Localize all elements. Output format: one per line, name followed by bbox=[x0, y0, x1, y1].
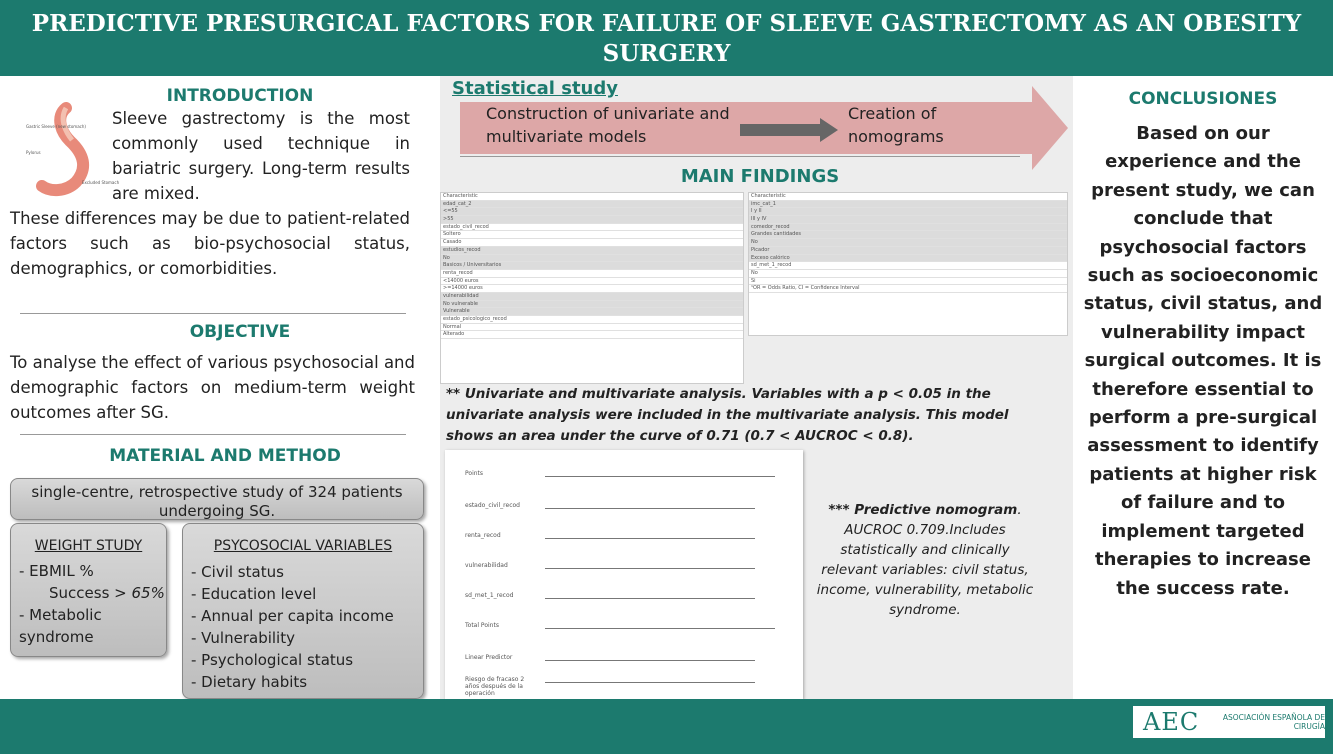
table-row: Si bbox=[749, 278, 1067, 286]
footer-bar bbox=[0, 699, 1333, 754]
table-row: >=14000 euros bbox=[441, 285, 743, 293]
weight-study-box bbox=[10, 523, 167, 657]
table-row: Exceso calórico bbox=[749, 255, 1067, 263]
nomogram-axis bbox=[545, 538, 755, 539]
statistical-step-1: Construction of univariate and multivariate models bbox=[486, 104, 730, 146]
poster-title: PREDICTIVE PRESURGICAL FACTORS FOR FAILURE OF SLEEVE GASTRECTOMY AS AN OBESITY SURGERY bbox=[0, 0, 1333, 76]
logo-text: ASOCIACIÓN ESPAÑOLA DE CIRUGÍA bbox=[1222, 713, 1325, 731]
psychosocial-item: - Dietary habits bbox=[191, 673, 308, 691]
weight-item-success: Success > 65% bbox=[49, 584, 165, 602]
nomogram-label: vulnerabilidad bbox=[465, 562, 508, 569]
weight-item-ebmil: - EBMIL % bbox=[19, 562, 94, 580]
table-row: Basicos / Universitarios bbox=[441, 262, 743, 270]
table-row: >55 bbox=[441, 216, 743, 224]
table-row: Vulnerable bbox=[441, 308, 743, 316]
diagram-label-pylorus: Pylorus bbox=[26, 150, 41, 155]
table-row: Grandes cantidades bbox=[749, 231, 1067, 239]
conclusions-text: Based on our experience and the present study, we can conclude that psychosocial factors such as socioeconomic status, civil status, and vulnerability impact surgical outcomes. It is therefore essential to perform a pre-surgical assessment to identify patients at higher risk of failure and to implement targeted therapies to increase the success rate. bbox=[1083, 123, 1323, 599]
introduction-text-1: Sleeve gastrectomy is the most commonly used technique in bariatric surgery. Long-term results are mixed. bbox=[112, 109, 410, 203]
psychosocial-item: - Education level bbox=[191, 585, 317, 603]
table-row: <=55 bbox=[441, 208, 743, 216]
table-row: I y II bbox=[749, 208, 1067, 216]
table-row: Normal bbox=[441, 324, 743, 332]
nomogram-axis bbox=[545, 682, 755, 683]
psychosocial-title: PSYCOSOCIAL VARIABLES bbox=[213, 538, 393, 554]
table-row: III y IV bbox=[749, 216, 1067, 224]
nomogram-axis bbox=[545, 598, 755, 599]
table-row: No bbox=[749, 239, 1067, 247]
introduction-heading: INTRODUCTION bbox=[166, 86, 314, 106]
table-row: Alterado bbox=[441, 331, 743, 339]
table-row: No bbox=[749, 270, 1067, 278]
objective-text: To analyse the effect of various psychosocial and demographic factors on medium-term weight outcomes after SG. bbox=[10, 353, 415, 422]
nomogram-note-title: *** Predictive nomogram bbox=[828, 502, 1018, 518]
psychosocial-item: - Psychological status bbox=[191, 651, 354, 669]
table-row: sd_met_1_recod bbox=[749, 262, 1067, 270]
table-row: Characteristic bbox=[749, 193, 1067, 201]
objective-heading: OBJECTIVE bbox=[189, 322, 291, 342]
table-row: Casado bbox=[441, 239, 743, 247]
table-row: estudios_recod bbox=[441, 247, 743, 255]
table-row: Characteristic bbox=[441, 193, 743, 201]
nomogram-label: Linear Predictor bbox=[465, 654, 513, 661]
table-row: Soltero bbox=[441, 231, 743, 239]
weight-item-metabolic: - Metabolic syndrome bbox=[19, 606, 102, 646]
table-row: estado_civil_recod bbox=[441, 224, 743, 232]
weight-study-title: WEIGHT STUDY bbox=[34, 538, 143, 554]
findings-caption: ** Univariate and multivariate analysis. Variables with a p < 0.05 in the univariate analysis were included in the multivariate analysis. This model shows an area under the curve of 0.71 (0.7 < AUCROC < 0.8). bbox=[446, 386, 1009, 444]
table-row: No bbox=[441, 255, 743, 263]
aec-logo bbox=[1133, 706, 1325, 738]
table-row: edad_cat_2 bbox=[441, 201, 743, 209]
statistical-heading: Statistical study bbox=[452, 78, 618, 99]
divider bbox=[20, 434, 406, 435]
nomogram-axis bbox=[545, 476, 775, 477]
univariate-table-right bbox=[748, 192, 1068, 336]
nomogram-chart bbox=[445, 450, 803, 699]
psychosocial-item: - Vulnerability bbox=[191, 629, 295, 647]
table-row: <14000 euros bbox=[441, 278, 743, 286]
divider bbox=[20, 313, 406, 314]
table-row: Picador bbox=[749, 247, 1067, 255]
psychosocial-box bbox=[182, 523, 424, 699]
nomogram-note: *** Predictive nomogram. AUCROC 0.709.Includes statistically and clinically relevant variables: civil status, income, vulnerability, metabolic syndrome. bbox=[816, 502, 1034, 618]
psychosocial-item: - Annual per capita income bbox=[191, 607, 394, 625]
table-row: ¹OR = Odds Ratio, CI = Confidence Interval bbox=[749, 285, 1067, 293]
method-summary: single-centre, retrospective study of 324 patients undergoing SG. bbox=[31, 483, 403, 520]
nomogram-axis bbox=[545, 568, 755, 569]
findings-heading: MAIN FINDINGS bbox=[680, 166, 840, 187]
diagram-label-sleeve: Gastric Sleeve (new stomach) bbox=[26, 124, 86, 129]
stomach-diagram-icon bbox=[26, 106, 120, 198]
nomogram-axis bbox=[545, 660, 755, 661]
right-column bbox=[1073, 76, 1333, 699]
nomogram-axis bbox=[545, 628, 775, 629]
table-row: vulnerabilidad bbox=[441, 293, 743, 301]
table-row: estado_psicologico_recod bbox=[441, 316, 743, 324]
logo-mark: AEC bbox=[1143, 708, 1200, 736]
nomogram-label: sd_met_1_recod bbox=[465, 592, 514, 599]
psychosocial-item: - Civil status bbox=[191, 563, 284, 581]
nomogram-label: estado_civil_recod bbox=[465, 502, 520, 509]
table-row: imc_cat_1 bbox=[749, 201, 1067, 209]
nomogram-label: Points bbox=[465, 470, 484, 477]
diagram-label-excluded: Excluded Stomach bbox=[82, 180, 120, 185]
divider bbox=[460, 156, 1020, 157]
method-heading: MATERIAL AND METHOD bbox=[109, 446, 341, 466]
table-row: renta_recod bbox=[441, 270, 743, 278]
introduction-text-2: These differences may be due to patient-related factors such as bio-psychosocial status, demographics, or comorbidities. bbox=[10, 209, 410, 278]
table-row: comedor_recod bbox=[749, 224, 1067, 232]
nomogram-label: Total Points bbox=[465, 622, 499, 629]
left-column bbox=[0, 76, 440, 699]
nomogram-axis bbox=[545, 508, 755, 509]
nomogram-label: Riesgo de fracaso 2 años después de la operación bbox=[465, 676, 525, 697]
conclusions-heading: CONCLUSIONES bbox=[1128, 89, 1278, 109]
statistical-step-2: Creation of nomograms bbox=[848, 104, 944, 146]
nomogram-note-text: AUCROC 0.709.Includes statistically and clinically relevant variables: civil status, income, vulnerability, metabolic syndrome. bbox=[816, 522, 1034, 618]
middle-column bbox=[440, 76, 1073, 699]
univariate-table-left bbox=[440, 192, 744, 384]
nomogram-label: renta_recod bbox=[465, 532, 501, 539]
table-row: No vulnerable bbox=[441, 301, 743, 309]
method-summary-box bbox=[10, 478, 424, 520]
